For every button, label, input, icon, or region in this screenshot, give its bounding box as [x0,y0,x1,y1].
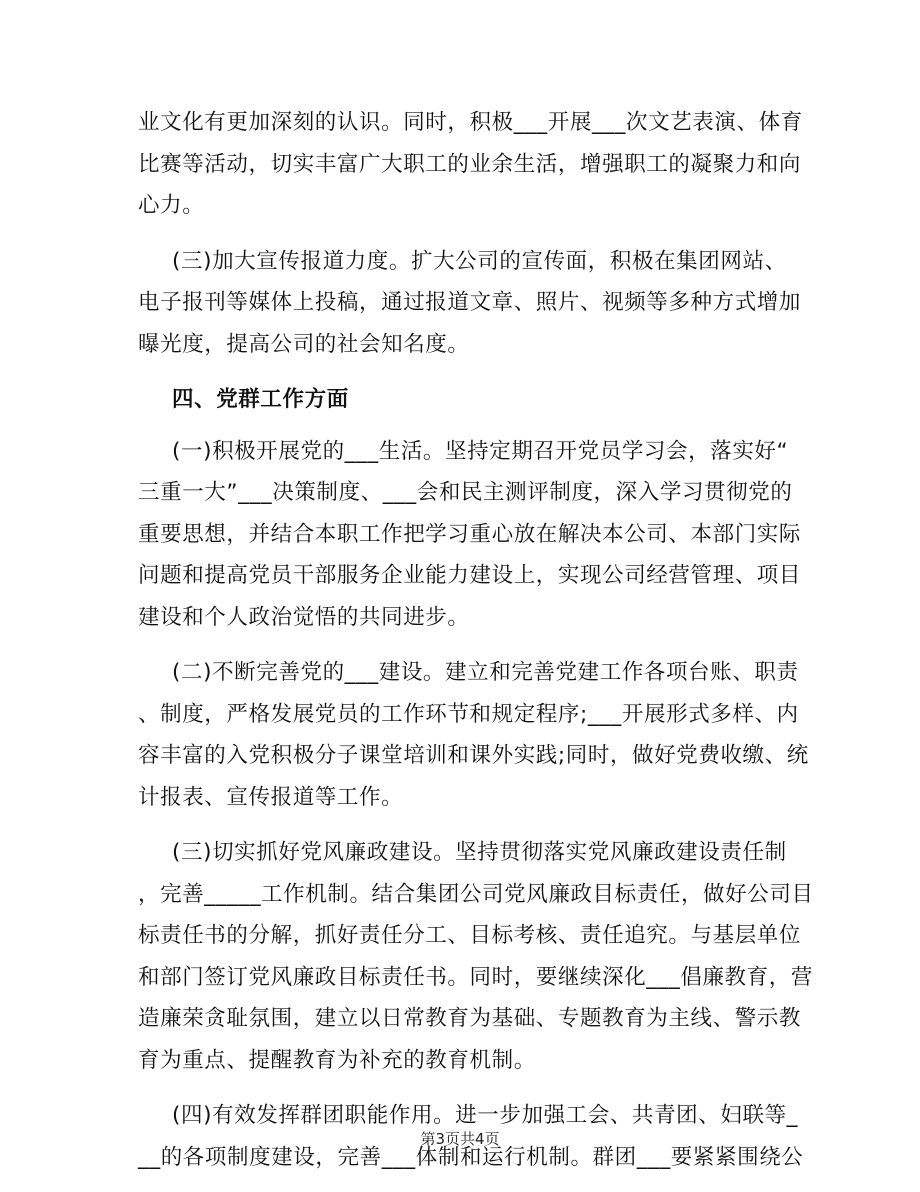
text-line: 三重一大”___决策制度、___会和民主测评制度，深入学习贯彻党的 [138,480,793,505]
section-heading: 四、党群工作方面 [172,387,349,412]
paragraph-party-building [138,652,809,818]
text-line: 计报表、宣传报道等工作。 [138,784,404,810]
page-number-footer: 第3页共4页 [420,1130,500,1148]
text-line: 比赛等活动，切实丰富广大职工的业余生活，增强职工的凝聚力和向 [138,151,802,177]
text-line: 业文化有更加深刻的认识。同时，积极___开展___次文艺表演、体育 [138,110,803,135]
text-line: ，完善_____工作机制。结合集团公司党风廉政目标责任，做好公司目 [138,881,814,907]
text-line: 问题和提高党员干部服务企业能力建设上，实现公司经营管理、项目 [138,563,802,588]
text-line: __的各项制度建设，完善___体制和运行机制。群团___要紧紧围绕公 [138,1144,804,1170]
text-line: 容丰富的入党积极分子课堂培训和课外实践;同时，做好党费收缴、统 [138,743,809,768]
text-line: (三)切实抓好党风廉政建设。坚持贯彻落实党风廉政建设责任制 [172,840,787,865]
paragraph-party-life [138,431,802,639]
paragraph-culture-activities [138,102,803,227]
text-line: 造廉荣贪耻氛围，建立以日常教育为基础、专题教育为主线、警示教 [138,1006,802,1031]
text-line: 和部门签订党风廉政目标责任书。同时，要继续深化___倡廉教育，营 [138,964,813,990]
text-line: 曝光度，提高公司的社会知名度。 [138,331,470,357]
text-line: 电子报刊等媒体上投稿，通过报道文章、照片、视频等多种方式增加 [138,290,802,315]
text-line: 重要思想，并结合本职工作把学习重心放在解决本公司、本部门实际 [138,521,802,547]
text-line: 心力。 [138,193,205,218]
text-line: (一)积极开展党的___生活。坚持定期召开党员学习会，落实好“ [172,438,789,464]
text-line: 育为重点、提醒教育为补充的教育机制。 [138,1047,536,1073]
text-line: 、制度，严格发展党员的工作环节和规定程序;___开展形式多样、内 [138,701,799,727]
text-line: (三)加大宣传报道力度。扩大公司的宣传面，积极在集团网站、 [172,248,787,274]
text-line: 建设和个人政治觉悟的共同进步。 [138,604,470,630]
text-line: (二)不断完善党的___建设。建立和完善党建工作各项台账、职责 [172,660,799,685]
paragraph-integrity [138,832,814,1081]
paragraph-publicity [138,241,802,366]
text-line: (四)有效发挥群团职能作用。进一步加强工会、共青团、妇联等_ [172,1103,799,1128]
text-line: 标责任书的分解，抓好责任分工、目标考核、责任追究。与基层单位 [138,923,802,948]
document-body [138,102,814,1192]
